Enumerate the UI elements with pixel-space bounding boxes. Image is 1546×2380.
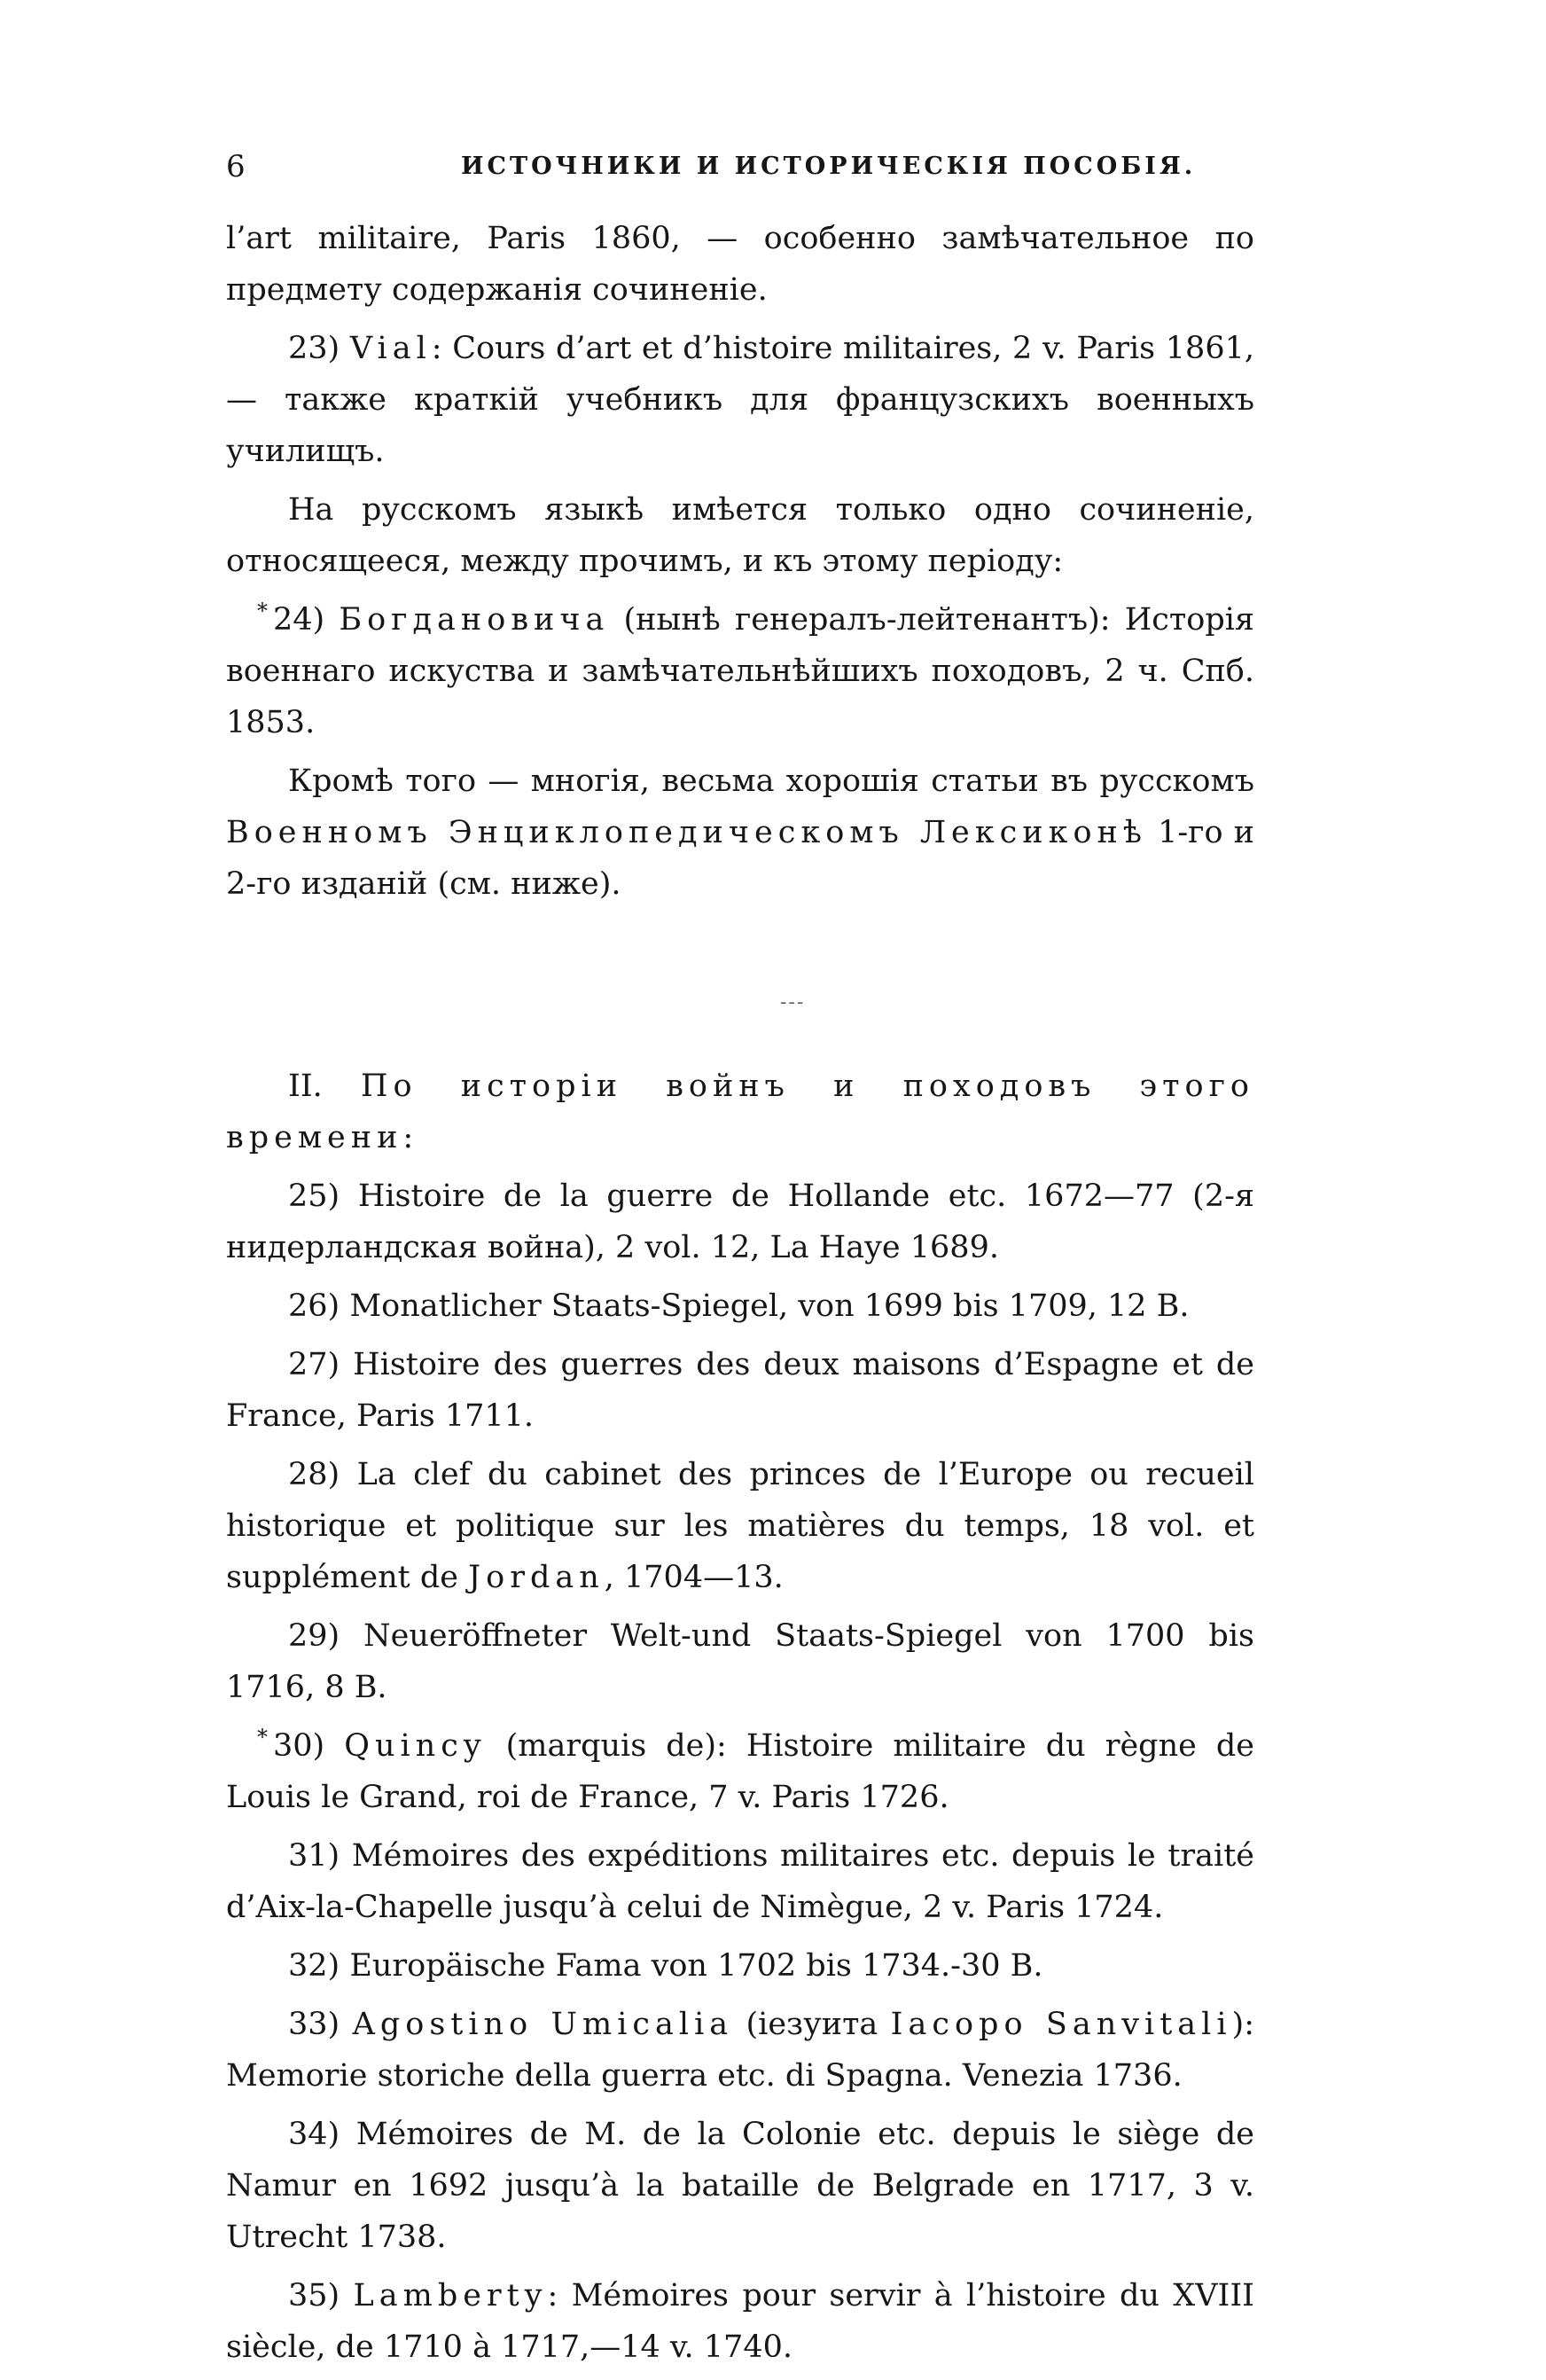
entry-number: 30) xyxy=(273,1728,325,1764)
divider-mark: --- xyxy=(780,991,806,1014)
paragraph-text: 1-го и 2-го изданій (см. ниже). xyxy=(226,815,1254,902)
entry-27: 27) Histoire des guerres des deux maisons d’Espagne et de France, Paris 1711. xyxy=(226,1347,1254,1434)
page-number: 6 xyxy=(226,149,246,184)
running-head: ИСТОЧНИКИ И ИСТОРИЧЕСКІЯ ПОСОБІЯ. xyxy=(461,153,1197,180)
entry-26: 26) Monatlicher Staats-Spiegel, von 1699 bis 1709, 12 B. xyxy=(288,1288,1190,1324)
entry-text: (marquis de): Histoire militaire du règne de Louis le Grand, roi de France, 7 v. Paris 1726. xyxy=(226,1728,1254,1815)
page-body xyxy=(226,213,1254,2380)
entry-text: (іезуита xyxy=(733,2007,891,2042)
section-divider xyxy=(226,917,1254,1061)
entry-25: 25) Histoire de la guerre de Hollande etc. 1672—77 (2-я нидерландская война), 2 vol. 12, La Haye 1689. xyxy=(226,1178,1254,1265)
section-title: По исторіи войнъ и походовъ этого времени: xyxy=(226,1069,1254,1155)
entry-text: (нынѣ генералъ-лейтенантъ): Исторія военнаго искуства и замѣчательнѣйшихъ походовъ, 2 ч. Спб. 1853. xyxy=(226,602,1254,740)
paragraph-text: Кромѣ того — многія, весьма хорошія статьи въ русскомъ xyxy=(288,763,1254,799)
entry-number: 24) xyxy=(273,602,325,638)
author-name: Agostino Umicalia xyxy=(352,2007,734,2042)
page-header xyxy=(0,149,1546,188)
section-numeral: II. xyxy=(288,1069,323,1104)
entry-35 xyxy=(226,2270,1254,2373)
entry-23 xyxy=(226,323,1254,477)
author-name: Iacopo Sanvitali xyxy=(890,2007,1232,2042)
entry-text: , 1704—13. xyxy=(604,1560,784,1595)
russian-works-paragraph: На русскомъ языкѣ имѣется только одно сочиненіе, относящееся, между прочимъ, и къ этому періоду: xyxy=(226,492,1254,579)
entry-text: : Cours d’art et d’histoire militaires, 2 v. Paris 1861,— также краткій учебникъ для французскихъ военныхъ училищъ. xyxy=(226,331,1254,469)
entry-number: 33) xyxy=(288,2007,340,2042)
author-name: Vial xyxy=(349,331,432,366)
entry-number: 35) xyxy=(288,2278,340,2313)
lexicon-title: Военномъ Энциклопедическомъ Лексиконѣ xyxy=(226,815,1147,850)
entry-24 xyxy=(226,594,1254,748)
entry-31: 31) Mémoires des expéditions militaires etc. depuis le traité d’Aix-la-Chapelle jusqu’à celui de Nimègue, 2 v. Paris 1724. xyxy=(226,1838,1254,1925)
section-heading xyxy=(226,1061,1254,1163)
entry-33 xyxy=(226,1999,1254,2102)
author-name: Jordan xyxy=(468,1560,605,1595)
entry-34: 34) Mémoires de M. de la Colonie etc. depuis le siège de Namur en 1692 jusqu’à la bataille de Belgrade en 1717, 3 v. Utrecht 1738. xyxy=(226,2117,1254,2255)
author-name: Quincy xyxy=(344,1728,487,1764)
entry-text: : Mémoires pour servir à l’histoire du XVIII siècle, de 1710 à 1717,—14 v. 1740. xyxy=(226,2278,1254,2365)
asterisk-marker: * xyxy=(257,599,268,624)
entry-text: 28) La clef du cabinet des princes de l’Europe ou recueil historique et politique sur les matières du temps, 18 vol. et supplément de xyxy=(226,1457,1254,1595)
entry-29: 29) Neueröffneter Welt-und Staats-Spiegel von 1700 bis 1716, 8 B. xyxy=(226,1618,1254,1705)
besides-paragraph xyxy=(226,755,1254,910)
entry-28 xyxy=(226,1449,1254,1603)
author-name: Lamberty xyxy=(353,2278,548,2313)
asterisk-marker: * xyxy=(257,1725,268,1750)
entry-32: 32) Europäische Fama von 1702 bis 1734.-30 B. xyxy=(288,1948,1043,1984)
author-name: Богдановича xyxy=(339,602,610,638)
entry-30 xyxy=(226,1720,1254,1823)
continuation-paragraph: l’art militaire, Paris 1860, — особенно замѣчательное по предмету содержанія сочиненіе. xyxy=(226,221,1254,308)
entry-text: ): Memorie storiche della guerra etc. di Spagna. Venezia 1736. xyxy=(226,2007,1254,2094)
entry-number: 23) xyxy=(288,331,340,366)
